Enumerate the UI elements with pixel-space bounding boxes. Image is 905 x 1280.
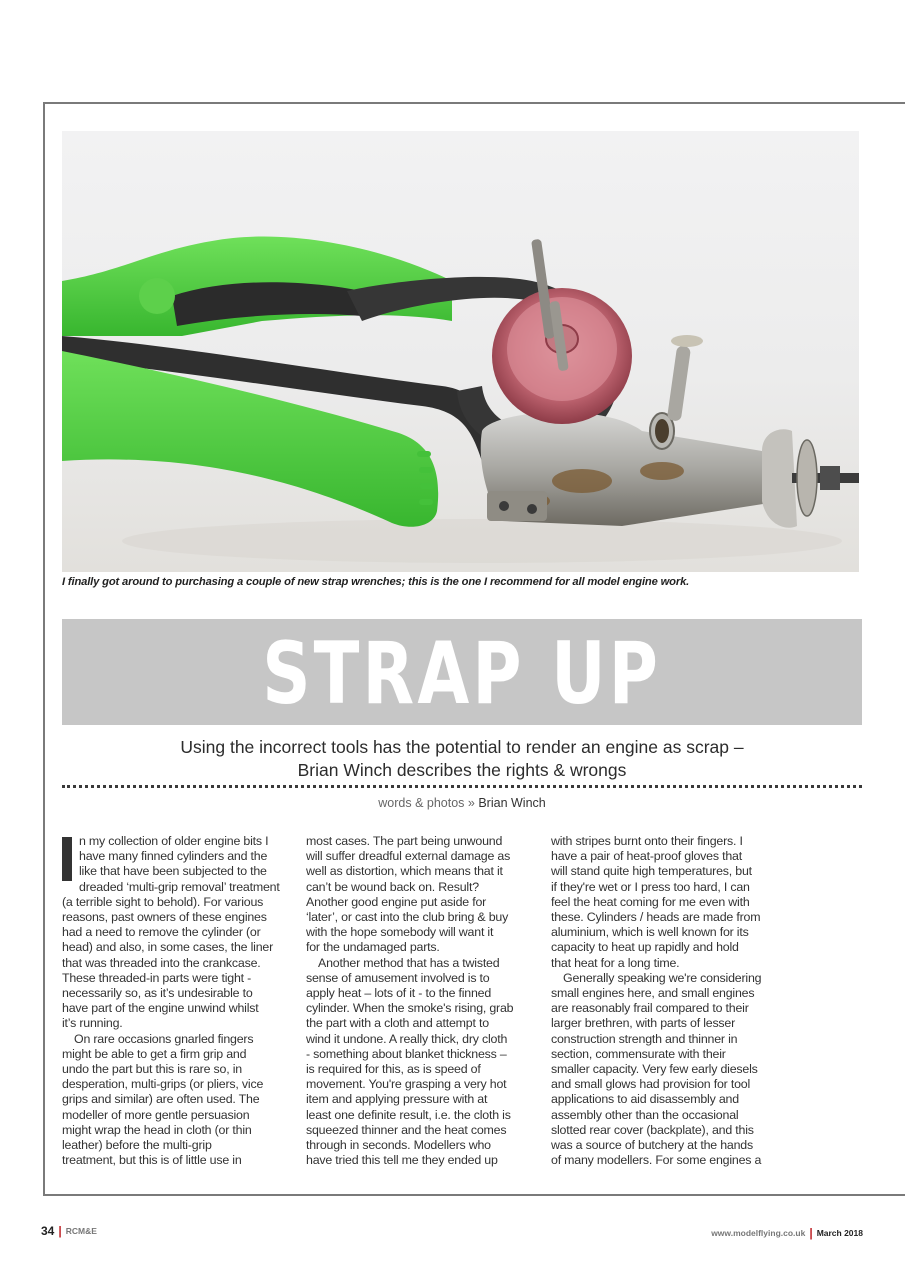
photo-caption: I finally got around to purchasing a couple of new strap wrenches; this is the one I recommend for all model engine work. [62, 576, 690, 588]
text-line: are reasonably frail compared to their [551, 1001, 749, 1016]
text-line: necessarily so, as it’s undesirable to [62, 986, 253, 1001]
text-line: These threaded-in parts were tight - [62, 970, 252, 985]
text-line: least one definite result, i.e. the cloth is [306, 1107, 511, 1122]
page-number: 34 [41, 1224, 55, 1238]
text-line: can’t be wound back on. Result? [306, 879, 479, 894]
text-line: for the undamaged parts. [306, 940, 440, 955]
text-line: item and applying pressure with at [306, 1092, 488, 1107]
title-banner [62, 619, 862, 725]
text-line: movement. You're grasping a very hot [306, 1077, 507, 1092]
text-line: sense of amusement involved is to [306, 970, 490, 985]
frame-left-rule [43, 102, 45, 1196]
text-line: Another good engine put aside for [306, 894, 487, 909]
dotted-divider [62, 785, 862, 788]
text-line: feel the heat coming for me even with [551, 894, 750, 909]
text-line: the part with a cloth and attempt to [306, 1016, 489, 1031]
text-line: leather) before the multi-grip [62, 1138, 212, 1153]
text-line: with stripes burnt onto their fingers. I [551, 834, 743, 848]
text-line: was a source of butchery at the hands [551, 1138, 753, 1153]
text-line: that was threaded into the crankcase. [62, 955, 261, 970]
text-line: apply heat – lots of it - to the finned [306, 986, 492, 1001]
text-line: cylinder. When the smoke's rising, grab [306, 1001, 514, 1016]
text-line: grips and similar) are often used. The [62, 1092, 260, 1107]
text-line: assembly other than the occasional [551, 1107, 739, 1122]
byline-author: Brian Winch [478, 796, 546, 810]
paragraph [62, 1032, 294, 1169]
byline-prefix: words & photos » [378, 796, 475, 810]
footer-right [711, 1226, 863, 1240]
text-line: most cases. The part being unwound [306, 834, 503, 848]
text-line: have many finned cylinders and the [79, 849, 268, 864]
standfirst-line-2: Brian Winch describes the rights & wrongs [297, 760, 627, 780]
text-line: desperation, multi-grips (or pliers, vice [62, 1077, 264, 1092]
drop-cap [62, 837, 72, 881]
text-line: through in seconds. Modellers who [306, 1138, 491, 1153]
text-line: capacity to heat up rapidly and hold [551, 940, 739, 955]
text-line: (a terrible sight to behold). For various [62, 894, 264, 909]
issue-date: March 2018 [816, 1228, 863, 1238]
frame-bottom-rule [43, 1194, 905, 1196]
website-link[interactable]: www.modelflying.co.uk [711, 1228, 806, 1238]
text-line: of many modellers. For some engines a [551, 1153, 762, 1168]
byline [62, 796, 862, 810]
body-column-3 [551, 834, 783, 1168]
text-line: reasons, past owners of these engines [62, 910, 267, 925]
text-line: small engines here, and small engines [551, 986, 755, 1001]
text-line: n my collection of older engine bits I [79, 834, 269, 848]
text-line: well as distortion, which means that it [306, 864, 503, 879]
text-line: Generally speaking we're considering [563, 970, 762, 985]
text-line: will stand quite high temperatures, but [551, 864, 752, 879]
paragraph [62, 834, 294, 1032]
paragraph [551, 971, 783, 1169]
text-line: ‘later’, or cast into the club bring & buy [306, 910, 509, 925]
text-line: aluminium, which is well known for its [551, 925, 749, 940]
text-line: modeller of more gentle persuasion [62, 1107, 250, 1122]
frame-top-rule [43, 102, 905, 104]
magazine-name: RCM&E [65, 1226, 97, 1236]
paragraph [306, 956, 538, 1169]
article-photo [62, 131, 859, 572]
article-standfirst [62, 736, 862, 782]
text-line: undo the part but this is rare so, in [62, 1062, 242, 1077]
text-line: Another method that has a twisted [318, 955, 500, 970]
text-line: might be able to get a firm grip and [62, 1046, 247, 1061]
body-column-2 [306, 834, 538, 1168]
footer-separator: | [809, 1226, 813, 1240]
text-line: have part of the engine unwind whilst [62, 1001, 259, 1016]
text-line: dreaded ‘multi-grip removal’ treatment [79, 879, 280, 894]
strap-wrench-engine-illustration [62, 131, 859, 572]
text-line: applications to aid disassembly and [551, 1092, 739, 1107]
body-column-1 [62, 834, 294, 1168]
text-line: head) and also, in some cases, the liner [62, 940, 274, 955]
text-line: construction strength and thinner in [551, 1031, 738, 1046]
text-line: On rare occasions gnarled fingers [74, 1031, 254, 1046]
text-line: have a pair of heat-proof gloves that [551, 849, 742, 864]
paragraph [306, 834, 538, 956]
text-line: these. Cylinders / heads are made from [551, 910, 761, 925]
text-line: larger brethren, with parts of lesser [551, 1016, 736, 1031]
text-line: have tried this tell me they ended up [306, 1153, 498, 1168]
text-line: will suffer dreadful external damage as [306, 849, 511, 864]
text-line: and small glows had provision for tool [551, 1077, 751, 1092]
text-line: is required for this, as is speed of [306, 1062, 481, 1077]
standfirst-line-1: Using the incorrect tools has the potential to render an engine as scrap – [180, 737, 744, 757]
article-title: STRAP UP [262, 624, 662, 724]
text-line: that heat for a long time. [551, 955, 680, 970]
text-line: like that have been subjected to the [79, 864, 267, 879]
text-line: if they're wet or I press too hard, I can [551, 879, 750, 894]
text-line: it’s running. [62, 1016, 123, 1031]
text-line: treatment, but this is of little use in [62, 1153, 242, 1168]
text-line: section, commensurate with their [551, 1046, 726, 1061]
text-line: - something about blanket thickness – [306, 1046, 507, 1061]
text-line: smaller capacity. Very few early diesels [551, 1062, 758, 1077]
footer-left [41, 1224, 97, 1238]
text-line: squeezed thinner and the heat comes [306, 1122, 507, 1137]
paragraph [551, 834, 783, 971]
text-line: slotted rear cover (backplate), and this [551, 1122, 754, 1137]
text-line: with the hope somebody will want it [306, 925, 494, 940]
text-line: had a need to remove the cylinder (or [62, 925, 261, 940]
footer-separator: | [58, 1224, 62, 1238]
text-line: might wrap the head in cloth (or thin [62, 1122, 252, 1137]
text-line: wind it undone. A really thick, dry cloth [306, 1031, 508, 1046]
